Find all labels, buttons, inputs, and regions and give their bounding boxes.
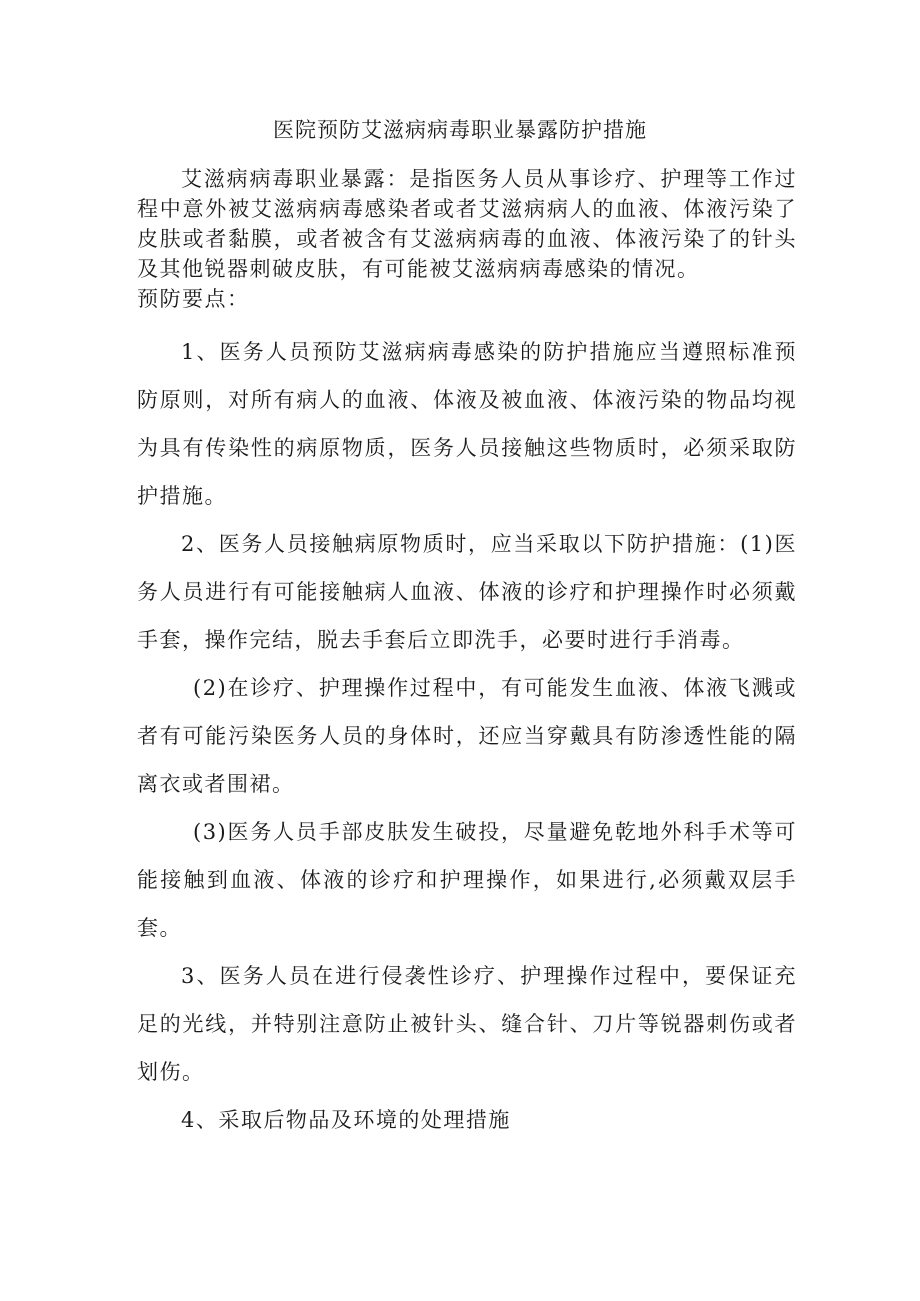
paragraph-point-4: 4、采取后物品及环境的处理措施 xyxy=(181,1108,511,1132)
prevention-points-label: 预防要点： xyxy=(137,287,250,311)
paragraph-point-2: 2、医务人员接触病原物质时，应当采取以下防护措施：(1)医务人员进行有可能接触病人血液、体液的诊疗和护理操作时必须戴手套，操作完结，脱去手套后立即洗手，必要时进行手消毒。 xyxy=(137,532,797,652)
paragraph-point-1: 1、医务人员预防艾滋病病毒感染的防护措施应当遵照标准预防原则，对所有病人的血液、体液及被血液、体液污染的物品均视为具有传染性的病原物质，医务人员接触这些物质时，必须采取防护措施。 xyxy=(137,340,797,508)
document-title: 医院预防艾滋病病毒职业暴露防护措施 xyxy=(273,118,647,142)
paragraph-point-3: 3、医务人员在进行侵袭性诊疗、护理操作过程中，要保证充足的光线，并特别注意防止被针头、缝合针、刀片等锐器刺伤或者划伤。 xyxy=(137,964,797,1084)
paragraph-point-2-item-3: (3)医务人员手部皮肤发生破投，尽量避免乾地外科手术等可能接触到血液、体液的诊疗和护理操作，如果进行,必须戴双层手套。 xyxy=(137,820,797,940)
intro-paragraph: 艾滋病病毒职业暴露：是指医务人员从事诊疗、护理等工作过程中意外被艾滋病病毒感染者或者艾滋病病人的血液、体液污染了皮肤或者黏膜，或者被含有艾滋病病毒的血液、体液污染了的针头及其他锐器刺破皮肤，有可能被艾滋病病毒感染的情况。 xyxy=(137,167,797,281)
paragraph-point-2-item-2: (2)在诊疗、护理操作过程中，有可能发生血液、体液飞溅或者有可能污染医务人员的身体时，还应当穿戴具有防渗透性能的隔离衣或者围裙。 xyxy=(137,676,797,796)
